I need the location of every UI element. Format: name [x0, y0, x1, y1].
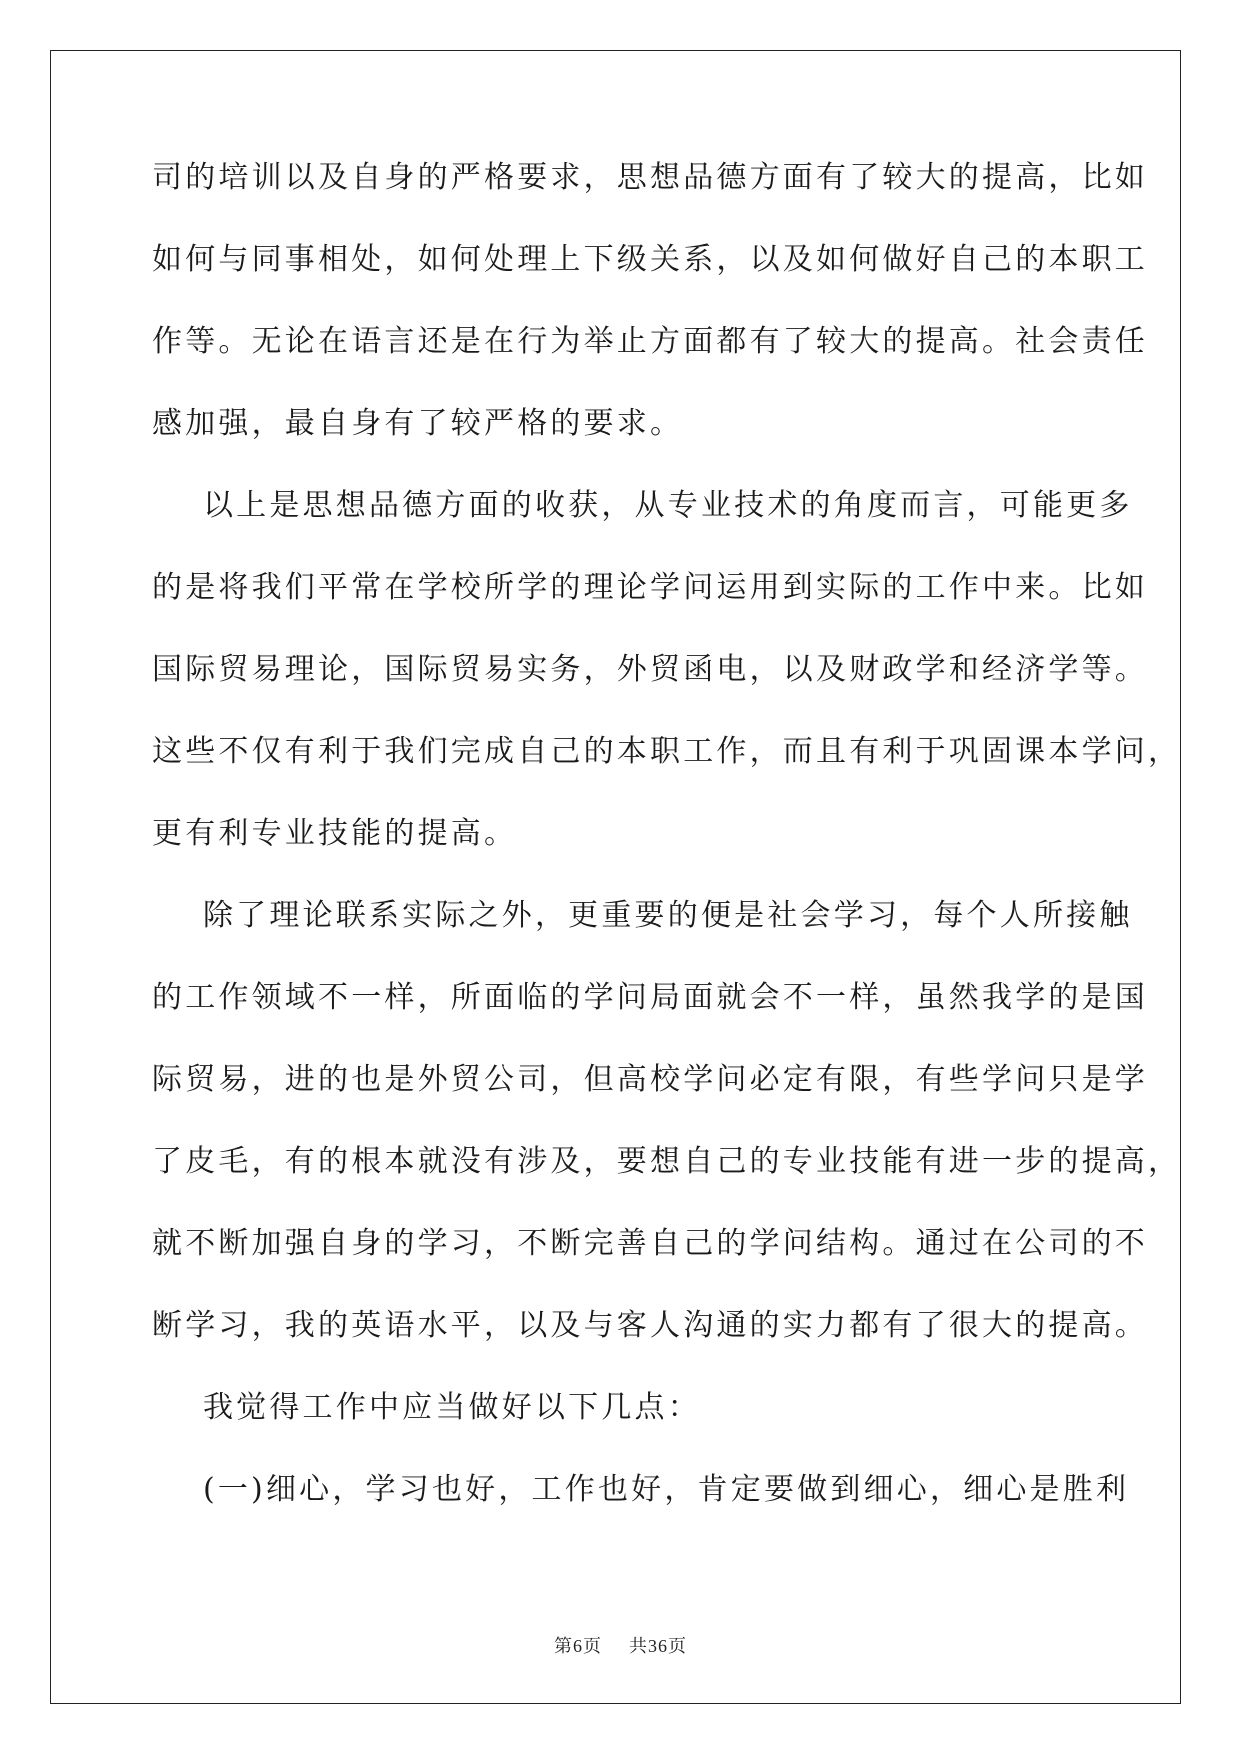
text-line: 断学习，我的英语水平，以及与客人沟通的实力都有了很大的提高。	[152, 1308, 1148, 1343]
document-body	[152, 160, 1182, 1557]
paragraph-start-line: 以上是思想品德方面的收获，从专业技术的角度而言，可能更多	[152, 488, 1133, 523]
text-line: 更有利专业技能的提高。	[152, 816, 518, 851]
page-footer	[0, 1637, 1241, 1656]
text-line: 国际贸易理论，国际贸易实务，外贸函电，以及财政学和经济学等。	[152, 652, 1148, 687]
text-line: 的工作领域不一样，所面临的学问局面就会不一样，虽然我学的是国	[152, 980, 1148, 1015]
text-line: 作等。无论在语言还是在行为举止方面都有了较大的提高。社会责任	[152, 324, 1148, 359]
total-suffix: 页	[667, 1636, 687, 1657]
total-pages: 36	[647, 1636, 668, 1656]
total-prefix: 共	[628, 1636, 648, 1657]
page-prefix: 第	[554, 1636, 574, 1657]
paragraph-start-line: (一)细心，学习也好，工作也好，肯定要做到细心，细心是胜利	[152, 1472, 1130, 1507]
text-line: 际贸易，进的也是外贸公司，但高校学问必定有限，有些学问只是学	[152, 1062, 1148, 1097]
text-line: 的是将我们平常在学校所学的理论学问运用到实际的工作中来。比如	[152, 570, 1148, 605]
text-line: 就不断加强自身的学习，不断完善自己的学问结构。通过在公司的不	[152, 1226, 1148, 1261]
text-line: 这些不仅有利于我们完成自己的本职工作，而且有利于巩固课本学问，	[152, 734, 1182, 769]
paragraph-start-line: 除了理论联系实际之外，更重要的便是社会学习，每个人所接触	[152, 898, 1133, 933]
text-line: 感加强，最自身有了较严格的要求。	[152, 406, 684, 441]
paragraph-start-line: 我觉得工作中应当做好以下几点：	[152, 1390, 701, 1425]
page-number: 6	[573, 1636, 584, 1656]
text-line: 如何与同事相处，如何处理上下级关系，以及如何做好自己的本职工	[152, 242, 1148, 277]
page-suffix: 页	[583, 1636, 603, 1657]
text-line: 了皮毛，有的根本就没有涉及，要想自己的专业技能有进一步的提高，	[152, 1144, 1182, 1179]
text-line: 司的培训以及自身的严格要求，思想品德方面有了较大的提高，比如	[152, 160, 1148, 195]
